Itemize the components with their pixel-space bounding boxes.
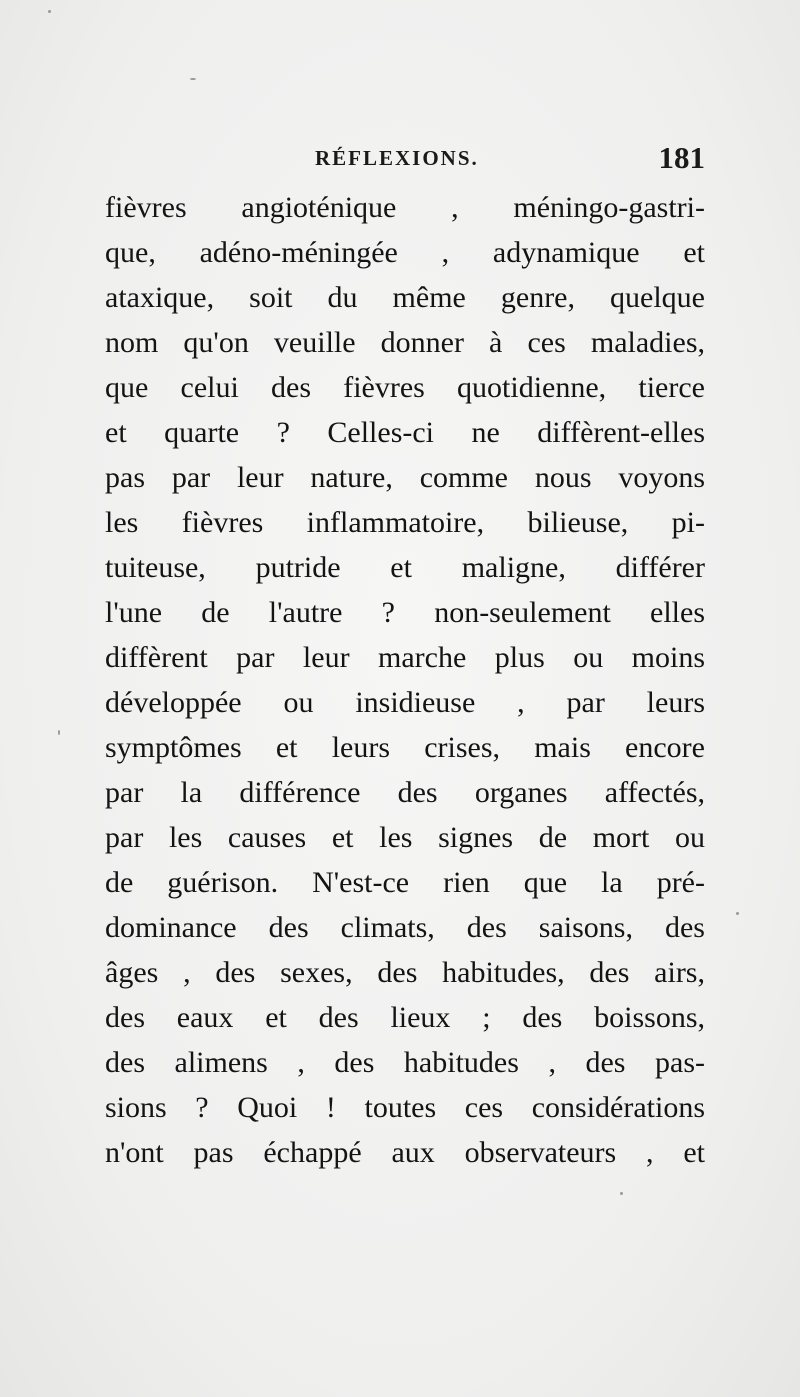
text-line: les fièvres inflammatoire, bilieuse, pi- bbox=[105, 506, 705, 539]
paper-speck bbox=[736, 912, 739, 915]
text-line: et quarte ? Celles-ci ne diffèrent-elles bbox=[105, 416, 705, 449]
paper-speck bbox=[48, 10, 51, 13]
text-line: dominance des climats, des saisons, des bbox=[105, 911, 705, 944]
running-title: RÉFLEXIONS. bbox=[315, 146, 479, 170]
text-line: que celui des fièvres quotidienne, tierce bbox=[105, 371, 705, 404]
body-text bbox=[105, 185, 705, 1175]
text-line: n'ont pas échappé aux observateurs , et bbox=[105, 1136, 705, 1169]
text-line: pas par leur nature, comme nous voyons bbox=[105, 461, 705, 494]
text-line: sions ? Quoi ! toutes ces considérations bbox=[105, 1091, 705, 1124]
text-line: âges , des sexes, des habitudes, des airs, bbox=[105, 956, 705, 989]
page-number: 181 bbox=[658, 140, 705, 175]
paper-speck bbox=[58, 730, 60, 735]
text-line: que, adéno-méningée , adynamique et bbox=[105, 236, 705, 269]
text-line: par la différence des organes affectés, bbox=[105, 776, 705, 809]
page-header bbox=[105, 140, 705, 180]
text-line: diffèrent par leur marche plus ou moins bbox=[105, 641, 705, 674]
text-line: par les causes et les signes de mort ou bbox=[105, 821, 705, 854]
text-line: des eaux et des lieux ; des boissons, bbox=[105, 1001, 705, 1034]
text-line: nom qu'on veuille donner à ces maladies, bbox=[105, 326, 705, 359]
text-line: développée ou insidieuse , par leurs bbox=[105, 686, 705, 719]
text-line: tuiteuse, putride et maligne, différer bbox=[105, 551, 705, 584]
text-line: symptômes et leurs crises, mais encore bbox=[105, 731, 705, 764]
paper-speck bbox=[190, 78, 196, 80]
text-line: l'une de l'autre ? non-seulement elles bbox=[105, 596, 705, 629]
text-line: fièvres angioténique , méningo-gastri- bbox=[105, 191, 705, 224]
text-line: ataxique, soit du même genre, quelque bbox=[105, 281, 705, 314]
text-line: de guérison. N'est-ce rien que la pré- bbox=[105, 866, 705, 899]
text-line: des alimens , des habitudes , des pas- bbox=[105, 1046, 705, 1079]
paper-speck bbox=[620, 1192, 623, 1195]
